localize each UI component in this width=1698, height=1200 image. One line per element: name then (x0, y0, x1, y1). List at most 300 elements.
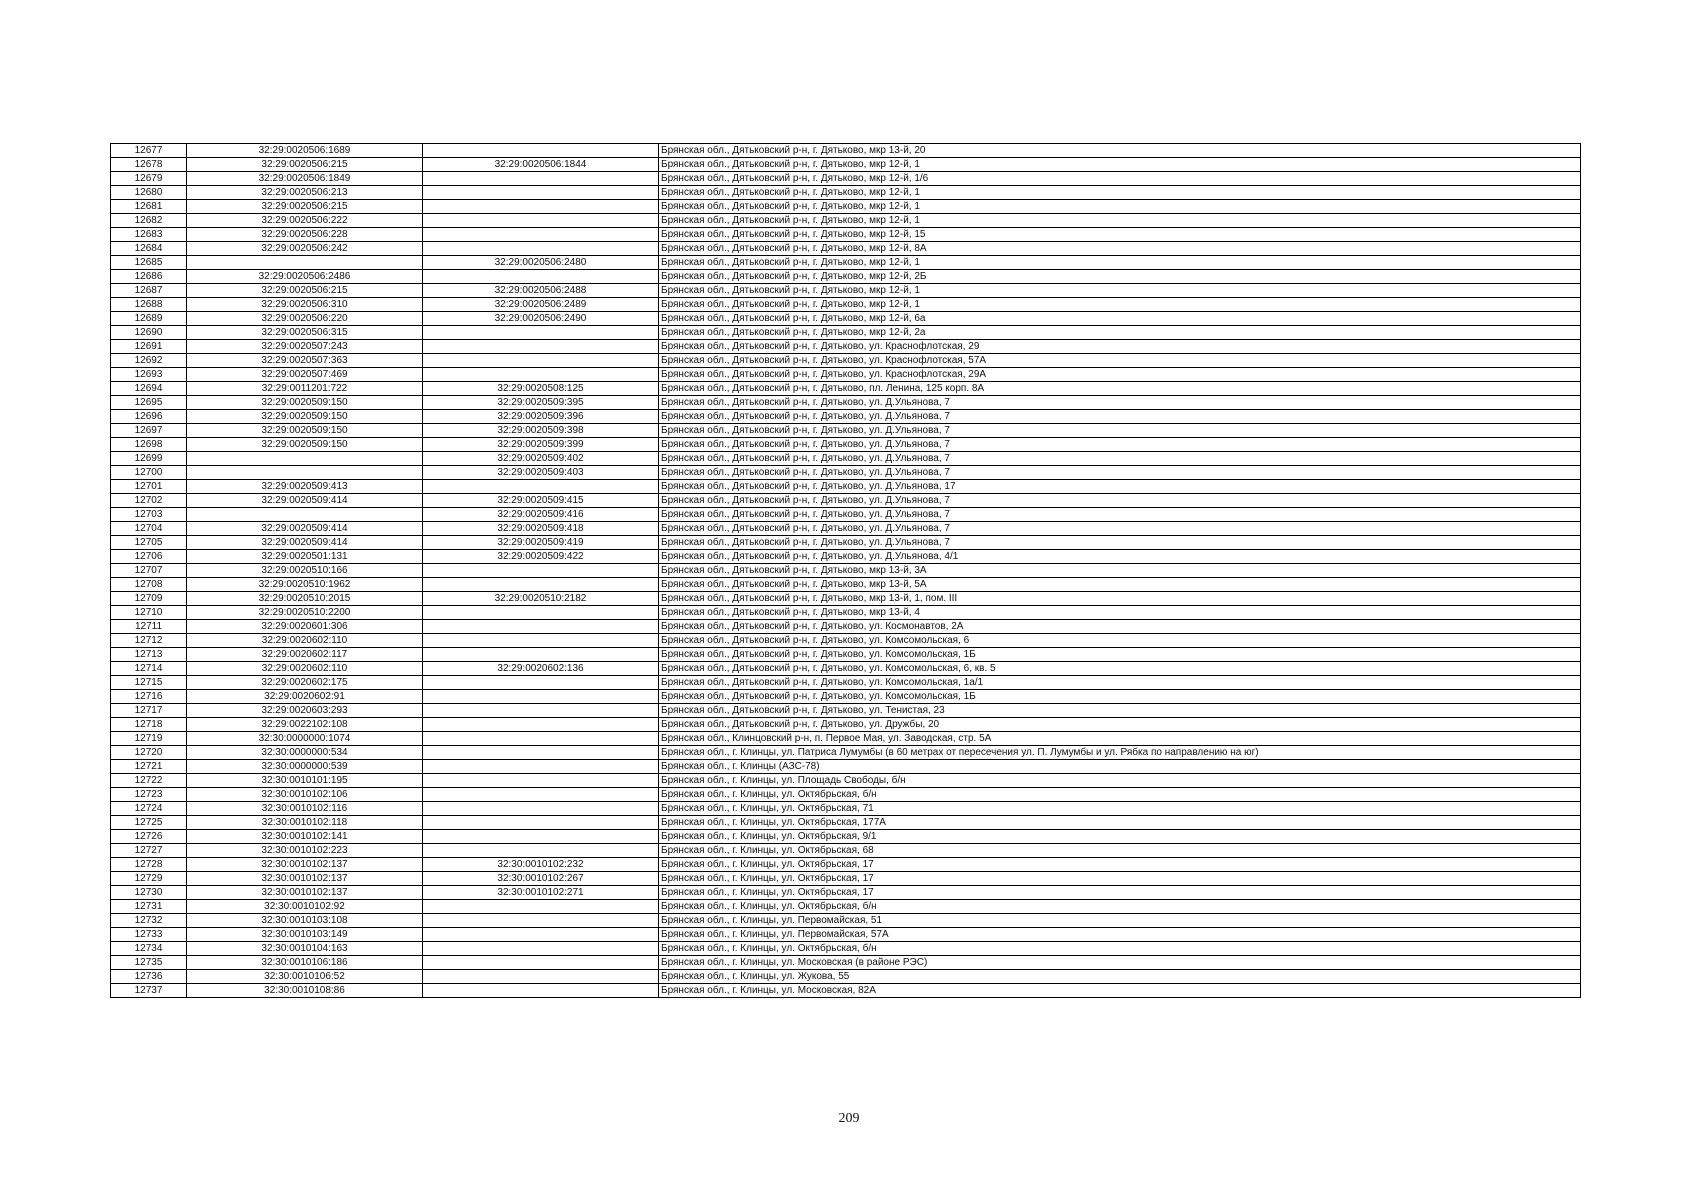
sub-cadastral-number-cell: 32:29:0020506:2489 (423, 298, 659, 312)
cadastral-number-cell: 32:30:0010106:186 (187, 956, 423, 970)
table-row (111, 284, 1581, 298)
sub-cadastral-number-cell (423, 620, 659, 634)
row-number-cell: 12701 (111, 480, 187, 494)
sub-cadastral-number-cell (423, 214, 659, 228)
cadastral-number-cell: 32:30:0010102:137 (187, 886, 423, 900)
sub-cadastral-number-cell: 32:29:0020509:403 (423, 466, 659, 480)
cadastral-number-cell: 32:29:0020506:215 (187, 200, 423, 214)
address-cell: Брянская обл., Дятьковский р-н, г. Дятьково, мкр 12-й, 2а (659, 326, 1581, 340)
cadastral-number-cell: 32:29:0020506:228 (187, 228, 423, 242)
cadastral-number-cell: 32:30:0010102:137 (187, 858, 423, 872)
cadastral-number-cell: 32:30:0010102:137 (187, 872, 423, 886)
table-row (111, 746, 1581, 760)
sub-cadastral-number-cell (423, 200, 659, 214)
cadastral-number-cell: 32:29:0011201:722 (187, 382, 423, 396)
row-number-cell: 12731 (111, 900, 187, 914)
sub-cadastral-number-cell (423, 172, 659, 186)
table-row (111, 424, 1581, 438)
row-number-cell: 12727 (111, 844, 187, 858)
sub-cadastral-number-cell (423, 242, 659, 256)
address-cell: Брянская обл., Дятьковский р-н, г. Дятьково, ул. Д.Ульянова, 4/1 (659, 550, 1581, 564)
table-row (111, 578, 1581, 592)
table-row (111, 396, 1581, 410)
row-number-cell: 12723 (111, 788, 187, 802)
sub-cadastral-number-cell (423, 928, 659, 942)
sub-cadastral-number-cell: 32:29:0020506:1844 (423, 158, 659, 172)
row-number-cell: 12707 (111, 564, 187, 578)
row-number-cell: 12686 (111, 270, 187, 284)
cadastral-number-cell: 32:29:0020509:413 (187, 480, 423, 494)
row-number-cell: 12730 (111, 886, 187, 900)
sub-cadastral-number-cell: 32:30:0010102:267 (423, 872, 659, 886)
table-row (111, 452, 1581, 466)
cadastral-number-cell (187, 466, 423, 480)
table-row (111, 144, 1581, 158)
sub-cadastral-number-cell: 32:29:0020509:418 (423, 522, 659, 536)
cadastral-number-cell: 32:29:0020510:1962 (187, 578, 423, 592)
table-row (111, 158, 1581, 172)
address-cell: Брянская обл., Дятьковский р-н, г. Дятьково, мкр 12-й, 1 (659, 284, 1581, 298)
sub-cadastral-number-cell: 32:29:0020509:402 (423, 452, 659, 466)
row-number-cell: 12684 (111, 242, 187, 256)
sub-cadastral-number-cell (423, 704, 659, 718)
address-cell: Брянская обл., г. Клинцы, ул. Октябрьская, 17 (659, 872, 1581, 886)
cadastral-number-cell: 32:30:0000000:1074 (187, 732, 423, 746)
sub-cadastral-number-cell (423, 788, 659, 802)
row-number-cell: 12725 (111, 816, 187, 830)
row-number-cell: 12692 (111, 354, 187, 368)
address-cell: Брянская обл., Дятьковский р-н, г. Дятьково, ул. Комсомольская, 1Б (659, 690, 1581, 704)
address-cell: Брянская обл., Дятьковский р-н, г. Дятьково, ул. Краснофлотская, 29 (659, 340, 1581, 354)
address-cell: Брянская обл., Дятьковский р-н, г. Дятьково, мкр 12-й, 15 (659, 228, 1581, 242)
table-row (111, 760, 1581, 774)
sub-cadastral-number-cell (423, 270, 659, 284)
row-number-cell: 12724 (111, 802, 187, 816)
address-cell: Брянская обл., г. Клинцы, ул. Первомайская, 57А (659, 928, 1581, 942)
sub-cadastral-number-cell: 32:29:0020509:395 (423, 396, 659, 410)
address-cell: Брянская обл., г. Клинцы, ул. Октябрьская, 17 (659, 886, 1581, 900)
address-cell: Брянская обл., Дятьковский р-н, г. Дятьково, ул. Д.Ульянова, 17 (659, 480, 1581, 494)
table-body (111, 144, 1581, 998)
cadastral-number-cell: 32:30:0010102:141 (187, 830, 423, 844)
row-number-cell: 12697 (111, 424, 187, 438)
cadastral-number-cell: 32:30:0010101:195 (187, 774, 423, 788)
cadastral-number-cell: 32:29:0020509:414 (187, 494, 423, 508)
sub-cadastral-number-cell: 32:30:0010102:232 (423, 858, 659, 872)
sub-cadastral-number-cell (423, 228, 659, 242)
address-cell: Брянская обл., Дятьковский р-н, г. Дятьково, ул. Д.Ульянова, 7 (659, 452, 1581, 466)
sub-cadastral-number-cell: 32:29:0020508:125 (423, 382, 659, 396)
cadastral-number-cell: 32:29:0020509:150 (187, 424, 423, 438)
cadastral-number-cell: 32:29:0022102:108 (187, 718, 423, 732)
table-row (111, 326, 1581, 340)
address-cell: Брянская обл., Дятьковский р-н, г. Дятьково, мкр 12-й, 1 (659, 256, 1581, 270)
table-row (111, 200, 1581, 214)
sub-cadastral-number-cell (423, 690, 659, 704)
cadastral-number-cell: 32:29:0020506:1689 (187, 144, 423, 158)
row-number-cell: 12689 (111, 312, 187, 326)
cadastral-number-cell: 32:29:0020506:215 (187, 284, 423, 298)
sub-cadastral-number-cell: 32:29:0020509:396 (423, 410, 659, 424)
cadastral-number-cell: 32:29:0020603:293 (187, 704, 423, 718)
cadastral-number-cell: 32:30:0000000:539 (187, 760, 423, 774)
row-number-cell: 12728 (111, 858, 187, 872)
page-number: 209 (838, 1111, 860, 1126)
table-row (111, 984, 1581, 998)
cadastral-number-cell: 32:30:0010106:52 (187, 970, 423, 984)
table-row (111, 802, 1581, 816)
cadastral-number-cell: 32:29:0020507:469 (187, 368, 423, 382)
cadastral-number-cell (187, 508, 423, 522)
sub-cadastral-number-cell (423, 718, 659, 732)
cadastral-number-cell: 32:30:0010104:163 (187, 942, 423, 956)
table-row (111, 172, 1581, 186)
sub-cadastral-number-cell (423, 732, 659, 746)
sub-cadastral-number-cell (423, 844, 659, 858)
cadastral-number-cell: 32:29:0020506:315 (187, 326, 423, 340)
address-cell: Брянская обл., Дятьковский р-н, г. Дятьково, мкр 12-й, 1/6 (659, 172, 1581, 186)
row-number-cell: 12711 (111, 620, 187, 634)
table-row (111, 704, 1581, 718)
cadastral-number-cell: 32:30:0010102:106 (187, 788, 423, 802)
table-row (111, 788, 1581, 802)
row-number-cell: 12716 (111, 690, 187, 704)
sub-cadastral-number-cell: 32:29:0020506:2488 (423, 284, 659, 298)
address-cell: Брянская обл., Дятьковский р-н, г. Дятьково, ул. Космонавтов, 2А (659, 620, 1581, 634)
row-number-cell: 12708 (111, 578, 187, 592)
row-number-cell: 12726 (111, 830, 187, 844)
address-cell: Брянская обл., г. Клинцы, ул. Жукова, 55 (659, 970, 1581, 984)
sub-cadastral-number-cell (423, 900, 659, 914)
cadastral-number-cell: 32:29:0020602:91 (187, 690, 423, 704)
sub-cadastral-number-cell (423, 914, 659, 928)
address-cell: Брянская обл., Дятьковский р-н, г. Дятьково, мкр 13-й, 1, пом. III (659, 592, 1581, 606)
row-number-cell: 12715 (111, 676, 187, 690)
row-number-cell: 12699 (111, 452, 187, 466)
table-row (111, 718, 1581, 732)
sub-cadastral-number-cell: 32:29:0020509:419 (423, 536, 659, 550)
cadastral-number-cell: 32:29:0020602:110 (187, 662, 423, 676)
sub-cadastral-number-cell (423, 984, 659, 998)
address-cell: Брянская обл., Дятьковский р-н, г. Дятьково, ул. Комсомольская, 6, кв. 5 (659, 662, 1581, 676)
address-cell: Брянская обл., Дятьковский р-н, г. Дятьково, мкр 12-й, 6а (659, 312, 1581, 326)
table-row (111, 620, 1581, 634)
row-number-cell: 12690 (111, 326, 187, 340)
row-number-cell: 12717 (111, 704, 187, 718)
table-row (111, 732, 1581, 746)
cadastral-number-cell: 32:29:0020602:110 (187, 634, 423, 648)
sub-cadastral-number-cell (423, 676, 659, 690)
table-row (111, 676, 1581, 690)
address-cell: Брянская обл., Дятьковский р-н, г. Дятьково, ул. Тенистая, 23 (659, 704, 1581, 718)
address-cell: Брянская обл., Дятьковский р-н, г. Дятьково, ул. Д.Ульянова, 7 (659, 522, 1581, 536)
table-row (111, 228, 1581, 242)
address-cell: Брянская обл., Дятьковский р-н, г. Дятьково, мкр 12-й, 2Б (659, 270, 1581, 284)
table-row (111, 312, 1581, 326)
address-cell: Брянская обл., Дятьковский р-н, г. Дятьково, мкр 13-й, 5А (659, 578, 1581, 592)
sub-cadastral-number-cell (423, 970, 659, 984)
row-number-cell: 12729 (111, 872, 187, 886)
table-row (111, 186, 1581, 200)
row-number-cell: 12719 (111, 732, 187, 746)
address-cell: Брянская обл., Дятьковский р-н, г. Дятьково, ул. Д.Ульянова, 7 (659, 494, 1581, 508)
row-number-cell: 12702 (111, 494, 187, 508)
address-cell: Брянская обл., г. Клинцы, ул. Первомайская, 51 (659, 914, 1581, 928)
sub-cadastral-number-cell (423, 368, 659, 382)
address-cell: Брянская обл., г. Клинцы, ул. Октябрьская, б/н (659, 942, 1581, 956)
sub-cadastral-number-cell (423, 326, 659, 340)
address-cell: Брянская обл., г. Клинцы, ул. Октябрьская, б/н (659, 900, 1581, 914)
cadastral-number-cell: 32:29:0020507:363 (187, 354, 423, 368)
address-cell: Брянская обл., г. Клинцы, ул. Октябрьская, 68 (659, 844, 1581, 858)
sub-cadastral-number-cell: 32:29:0020506:2490 (423, 312, 659, 326)
table-row (111, 270, 1581, 284)
address-cell: Брянская обл., г. Клинцы, ул. Октябрьская, 17 (659, 858, 1581, 872)
table-row (111, 494, 1581, 508)
cadastral-number-cell: 32:30:0010103:149 (187, 928, 423, 942)
table-row (111, 872, 1581, 886)
address-cell: Брянская обл., Дятьковский р-н, г. Дятьково, ул. Комсомольская, 6 (659, 634, 1581, 648)
address-cell: Брянская обл., г. Клинцы, ул. Площадь Свободы, б/н (659, 774, 1581, 788)
sub-cadastral-number-cell (423, 186, 659, 200)
address-cell: Брянская обл., Дятьковский р-н, г. Дятьково, ул. Д.Ульянова, 7 (659, 438, 1581, 452)
sub-cadastral-number-cell (423, 340, 659, 354)
table-row (111, 928, 1581, 942)
row-number-cell: 12735 (111, 956, 187, 970)
table-row (111, 956, 1581, 970)
address-cell: Брянская обл., Клинцовский р-н, п. Первое Мая, ул. Заводская, стр. 5А (659, 732, 1581, 746)
row-number-cell: 12693 (111, 368, 187, 382)
row-number-cell: 12721 (111, 760, 187, 774)
row-number-cell: 12681 (111, 200, 187, 214)
address-cell: Брянская обл., Дятьковский р-н, г. Дятьково, ул. Д.Ульянова, 7 (659, 466, 1581, 480)
cadastral-number-cell: 32:29:0020506:215 (187, 158, 423, 172)
sub-cadastral-number-cell (423, 480, 659, 494)
address-cell: Брянская обл., Дятьковский р-н, г. Дятьково, пл. Ленина, 125 корп. 8А (659, 382, 1581, 396)
sub-cadastral-number-cell (423, 648, 659, 662)
address-cell: Брянская обл., Дятьковский р-н, г. Дятьково, ул. Краснофлотская, 29А (659, 368, 1581, 382)
cadastral-number-cell: 32:30:0000000:534 (187, 746, 423, 760)
cadastral-number-cell: 32:29:0020510:166 (187, 564, 423, 578)
row-number-cell: 12709 (111, 592, 187, 606)
cadastral-number-cell: 32:30:0010103:108 (187, 914, 423, 928)
row-number-cell: 12713 (111, 648, 187, 662)
sub-cadastral-number-cell: 32:29:0020510:2182 (423, 592, 659, 606)
table-row (111, 844, 1581, 858)
cadastral-number-cell: 32:30:0010108:86 (187, 984, 423, 998)
address-cell: Брянская обл., г. Клинцы, ул. Московская, 82А (659, 984, 1581, 998)
address-cell: Брянская обл., г. Клинцы, ул. Патриса Лумумбы (в 60 метрах от пересечения ул. П. Лумумбы и ул. Рябка по направлению на юг) (659, 746, 1581, 760)
row-number-cell: 12677 (111, 144, 187, 158)
table-row (111, 382, 1581, 396)
row-number-cell: 12720 (111, 746, 187, 760)
row-number-cell: 12682 (111, 214, 187, 228)
row-number-cell: 12694 (111, 382, 187, 396)
table-row (111, 970, 1581, 984)
table-row (111, 886, 1581, 900)
cadastral-number-cell: 32:29:0020506:213 (187, 186, 423, 200)
table-row (111, 242, 1581, 256)
sub-cadastral-number-cell: 32:29:0020509:415 (423, 494, 659, 508)
row-number-cell: 12685 (111, 256, 187, 270)
cadastral-number-cell: 32:29:0020501:131 (187, 550, 423, 564)
table-row (111, 830, 1581, 844)
address-cell: Брянская обл., Дятьковский р-н, г. Дятьково, ул. Д.Ульянова, 7 (659, 410, 1581, 424)
address-cell: Брянская обл., Дятьковский р-н, г. Дятьково, ул. Комсомольская, 1Б (659, 648, 1581, 662)
table-row (111, 550, 1581, 564)
row-number-cell: 12688 (111, 298, 187, 312)
address-cell: Брянская обл., Дятьковский р-н, г. Дятьково, мкр 12-й, 1 (659, 186, 1581, 200)
table-row (111, 648, 1581, 662)
sub-cadastral-number-cell: 32:29:0020509:399 (423, 438, 659, 452)
row-number-cell: 12710 (111, 606, 187, 620)
cadastral-number-cell: 32:29:0020510:2200 (187, 606, 423, 620)
table-row (111, 564, 1581, 578)
cadastral-number-cell: 32:30:0010102:92 (187, 900, 423, 914)
row-number-cell: 12683 (111, 228, 187, 242)
table-row (111, 774, 1581, 788)
table-row (111, 438, 1581, 452)
table-row (111, 298, 1581, 312)
sub-cadastral-number-cell (423, 564, 659, 578)
cadastral-number-cell: 32:29:0020510:2015 (187, 592, 423, 606)
cadastral-number-cell: 32:29:0020602:117 (187, 648, 423, 662)
table-row (111, 914, 1581, 928)
cadastral-number-cell: 32:30:0010102:116 (187, 802, 423, 816)
cadastral-table (110, 143, 1581, 998)
cadastral-number-cell: 32:29:0020506:222 (187, 214, 423, 228)
row-number-cell: 12680 (111, 186, 187, 200)
row-number-cell: 12691 (111, 340, 187, 354)
row-number-cell: 12704 (111, 522, 187, 536)
address-cell: Брянская обл., Дятьковский р-н, г. Дятьково, ул. Дружбы, 20 (659, 718, 1581, 732)
sub-cadastral-number-cell (423, 746, 659, 760)
address-cell: Брянская обл., Дятьковский р-н, г. Дятьково, ул. Краснофлотская, 57А (659, 354, 1581, 368)
cadastral-number-cell: 32:29:0020509:414 (187, 522, 423, 536)
sub-cadastral-number-cell (423, 354, 659, 368)
row-number-cell: 12687 (111, 284, 187, 298)
row-number-cell: 12714 (111, 662, 187, 676)
table-row (111, 634, 1581, 648)
table-row (111, 536, 1581, 550)
row-number-cell: 12712 (111, 634, 187, 648)
address-cell: Брянская обл., Дятьковский р-н, г. Дятьково, мкр 12-й, 8А (659, 242, 1581, 256)
address-cell: Брянская обл., Дятьковский р-н, г. Дятьково, мкр 12-й, 1 (659, 200, 1581, 214)
table-row (111, 256, 1581, 270)
cadastral-number-cell: 32:29:0020506:220 (187, 312, 423, 326)
sub-cadastral-number-cell (423, 942, 659, 956)
table-row (111, 354, 1581, 368)
table-row (111, 662, 1581, 676)
address-cell: Брянская обл., г. Клинцы, ул. Октябрьская, 177А (659, 816, 1581, 830)
sub-cadastral-number-cell (423, 606, 659, 620)
row-number-cell: 12706 (111, 550, 187, 564)
cadastral-number-cell: 32:30:0010102:118 (187, 816, 423, 830)
row-number-cell: 12734 (111, 942, 187, 956)
table-row (111, 606, 1581, 620)
row-number-cell: 12732 (111, 914, 187, 928)
address-cell: Брянская обл., г. Клинцы, ул. Октябрьская, б/н (659, 788, 1581, 802)
sub-cadastral-number-cell (423, 144, 659, 158)
address-cell: Брянская обл., Дятьковский р-н, г. Дятьково, мкр 12-й, 1 (659, 214, 1581, 228)
cadastral-number-cell: 32:29:0020506:1849 (187, 172, 423, 186)
address-cell: Брянская обл., Дятьковский р-н, г. Дятьково, мкр 13-й, 3А (659, 564, 1581, 578)
sub-cadastral-number-cell (423, 760, 659, 774)
address-cell: Брянская обл., Дятьковский р-н, г. Дятьково, мкр 13-й, 4 (659, 606, 1581, 620)
sub-cadastral-number-cell: 32:29:0020506:2480 (423, 256, 659, 270)
table-row (111, 410, 1581, 424)
address-cell: Брянская обл., г. Клинцы, ул. Октябрьская, 71 (659, 802, 1581, 816)
table-row (111, 368, 1581, 382)
sub-cadastral-number-cell: 32:29:0020509:422 (423, 550, 659, 564)
row-number-cell: 12736 (111, 970, 187, 984)
address-cell: Брянская обл., Дятьковский р-н, г. Дятьково, мкр 12-й, 1 (659, 298, 1581, 312)
cadastral-number-cell: 32:29:0020506:242 (187, 242, 423, 256)
row-number-cell: 12678 (111, 158, 187, 172)
table-row (111, 508, 1581, 522)
row-number-cell: 12696 (111, 410, 187, 424)
table-row (111, 690, 1581, 704)
row-number-cell: 12705 (111, 536, 187, 550)
cadastral-number-cell: 32:29:0020509:150 (187, 396, 423, 410)
table-row (111, 522, 1581, 536)
address-cell: Брянская обл., Дятьковский р-н, г. Дятьково, мкр 12-й, 1 (659, 158, 1581, 172)
sub-cadastral-number-cell: 32:29:0020509:416 (423, 508, 659, 522)
table-row (111, 214, 1581, 228)
cadastral-number-cell: 32:29:0020602:175 (187, 676, 423, 690)
row-number-cell: 12737 (111, 984, 187, 998)
row-number-cell: 12679 (111, 172, 187, 186)
row-number-cell: 12698 (111, 438, 187, 452)
address-cell: Брянская обл., Дятьковский р-н, г. Дятьково, ул. Д.Ульянова, 7 (659, 424, 1581, 438)
cadastral-number-cell: 32:29:0020509:150 (187, 438, 423, 452)
table-row (111, 466, 1581, 480)
table-row (111, 858, 1581, 872)
sub-cadastral-number-cell: 32:30:0010102:271 (423, 886, 659, 900)
row-number-cell: 12722 (111, 774, 187, 788)
row-number-cell: 12700 (111, 466, 187, 480)
address-cell: Брянская обл., Дятьковский р-н, г. Дятьково, ул. Д.Ульянова, 7 (659, 508, 1581, 522)
sub-cadastral-number-cell (423, 802, 659, 816)
sub-cadastral-number-cell (423, 578, 659, 592)
address-cell: Брянская обл., г. Клинцы, ул. Московская (в районе РЭС) (659, 956, 1581, 970)
cadastral-number-cell: 32:29:0020509:150 (187, 410, 423, 424)
cadastral-number-cell (187, 256, 423, 270)
address-cell: Брянская обл., Дятьковский р-н, г. Дятьково, ул. Д.Ульянова, 7 (659, 536, 1581, 550)
row-number-cell: 12703 (111, 508, 187, 522)
sub-cadastral-number-cell (423, 774, 659, 788)
cadastral-number-cell: 32:29:0020601:306 (187, 620, 423, 634)
table-row (111, 480, 1581, 494)
cadastral-number-cell: 32:29:0020509:414 (187, 536, 423, 550)
row-number-cell: 12733 (111, 928, 187, 942)
sub-cadastral-number-cell: 32:29:0020602:136 (423, 662, 659, 676)
cadastral-number-cell: 32:30:0010102:223 (187, 844, 423, 858)
table-row (111, 592, 1581, 606)
sub-cadastral-number-cell (423, 634, 659, 648)
address-cell: Брянская обл., Дятьковский р-н, г. Дятьково, мкр 13-й, 20 (659, 144, 1581, 158)
sub-cadastral-number-cell (423, 816, 659, 830)
sub-cadastral-number-cell (423, 830, 659, 844)
cadastral-number-cell: 32:29:0020506:2486 (187, 270, 423, 284)
sub-cadastral-number-cell: 32:29:0020509:398 (423, 424, 659, 438)
address-cell: Брянская обл., г. Клинцы (АЗС-78) (659, 760, 1581, 774)
table-row (111, 340, 1581, 354)
row-number-cell: 12695 (111, 396, 187, 410)
table-row (111, 900, 1581, 914)
cadastral-number-cell: 32:29:0020506:310 (187, 298, 423, 312)
sub-cadastral-number-cell (423, 956, 659, 970)
